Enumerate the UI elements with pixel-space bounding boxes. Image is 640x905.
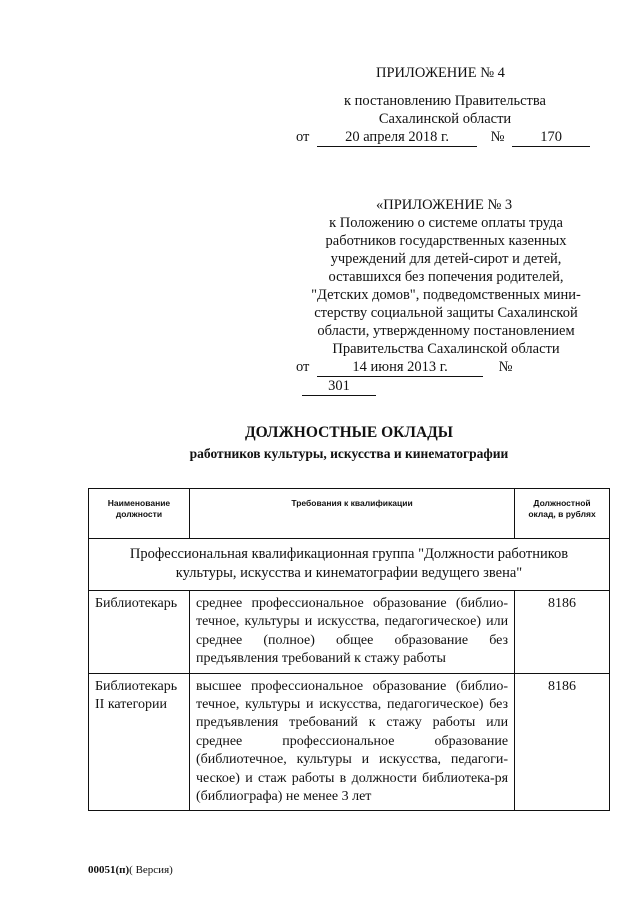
column-header-salary: Должностной оклад, в рублях [515,489,610,539]
column-header-position: Наименование должности [89,489,190,539]
number-label: № [498,359,513,375]
description-line: области, утвержденному постановлением [317,323,575,339]
requirements-cell: среднее профессиональное образование (библио-течное, культуры и искусства, педагогическое) или среднее (полное) общее образование без предъявления требований к стажу работы [189,591,514,674]
number-label: № [490,129,505,145]
description-line: оставшихся без попечения родителей, [328,269,564,285]
resolution-reference: к постановлению Правительства [344,93,546,109]
description-line: стерству социальной защиты Сахалинской [314,305,578,321]
requirements-cell: высшее профессиональное образование (библио-течное, культуры и искусства, педагогическое) без предъявления требований к стажу работы или среднее профессиональное образование (библиотечное, культуры и искусства, педагоги-ческое) и стаж работы в должности библиотека-ря (библиографа) не менее 3 лет [189,673,514,811]
document-title: ДОЛЖНОСТНЫЕ ОКЛАДЫ [244,424,454,441]
position-cell: Библиотекарь [89,591,190,674]
appendix-3-title: «ПРИЛОЖЕНИЕ № 3 [376,197,513,213]
description-line: к Положению о системе оплаты труда [329,215,563,231]
resolution-date-line [296,128,596,147]
description-line: Правительства Сахалинской области [332,341,560,357]
salary-table [88,488,610,811]
appendix-4-title: ПРИЛОЖЕНИЕ № 4 [376,65,505,81]
resolution-date: 20 апреля 2018 г. [317,128,477,147]
from-label: от [296,129,310,145]
resolution-number: 170 [512,128,590,147]
table-row [89,591,610,674]
salary-cell: 8186 [515,591,610,674]
from-label: от [296,359,310,375]
document-subtitle: работников культуры, искусства и кинематографии [189,446,509,461]
document-code: 00051(п) [88,864,130,876]
region-name: Сахалинской области [378,111,512,127]
document-footer [88,864,173,876]
appendix-3-date: 14 июня 2013 г. [317,358,483,377]
table-header-row [89,489,610,539]
column-header-requirements: Требования к квалификации [189,489,514,539]
table-row [89,673,610,811]
salary-cell: 8186 [515,673,610,811]
description-line: учреждений для детей-сирот и детей, [330,251,562,267]
appendix-3-date-line [296,358,596,396]
appendix-3-description [296,214,596,358]
document-version: ( Версия) [129,864,173,876]
description-line: "Детских домов", подведомственных мини- [311,287,581,303]
description-line: работников государственных казенных [325,233,567,249]
appendix-3-number: 301 [302,377,376,396]
qualification-group-title: Профессиональная квалификационная группа "Должности работников культуры, искусства и кинематографии ведущего звена" [89,539,610,591]
position-cell: Библиотекарь II категории [89,673,190,811]
table-group-row [89,539,610,591]
